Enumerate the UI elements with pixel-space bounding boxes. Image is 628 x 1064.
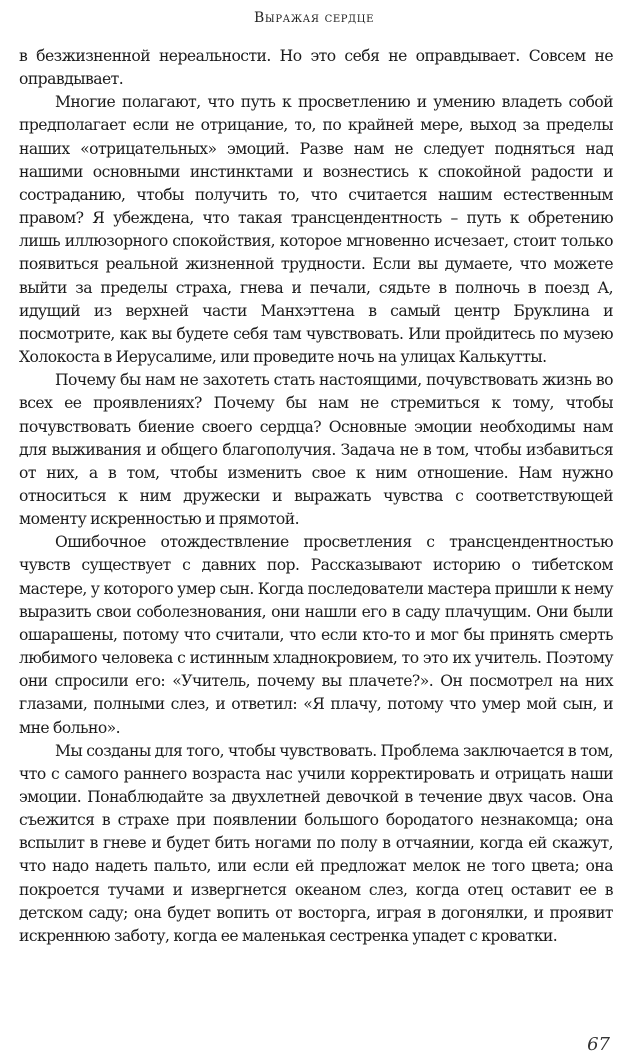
paragraph-1: в безжизненной нереальности. Но это себя не оправдывает. Совсем не оправдывает. [19,47,613,89]
paragraph-3: Почему бы нам не захотеть стать настоящими, почувствовать жизнь во всех ее проявлениях? Почему бы нам не стремиться к тому, чтобы почувствовать биение своего сердца? Основные эмоции необходимы нам для выживания и общего благополучия. Задача не в том, чтобы избавиться от них, а в том, чтобы изменить свое к ним отношение. Нам нужно относиться к ним дружески и выражать чувства с соответствующей моменту искренностью и прямотой. [19,371,613,529]
body-text [19,45,613,948]
paragraph-4: Ошибочное отождествление просветления с трансцендентностью чувств существует с давних пор. Рассказывают историю о тибетском мастере, у которого умер сын. Когда последователи мастера пришли к нему выразить свои соболезнования, они нашли его в саду плачущим. Они были ошарашены, потому что считали, что если кто-то и мог бы принять смерть любимого человека с истинным хладнокровием, то это их учитель. Поэтому они спросили его: «Учитель, почему вы плачете?». Он посмотрел на них глазами, полными слез, и ответил: «Я плачу, потому что умер мой сын, и мне больно». [19,533,613,737]
page-number: 67 [587,1034,610,1055]
paragraph-2: Многие полагают, что путь к просветлению и умению владеть собой предполагает если не отрицание, то, по крайней мере, выход за пределы наших «отрицательных» эмоций. Разве нам не следует подняться над нашими основными инстинктами и вознестись к спокойной радости и состраданию, чтобы получить то, что считается нашим естественным правом? Я убеждена, что такая трансцендентность – путь к обретению лишь иллюзорного спокойствия, которое мгновенно исчезает, стоит только появиться реальной жизненной трудности. Если вы думаете, что можете выйти за пределы страха, гнева и печали, сядьте в полночь в поезд А, идущий из верхней части Манхэттена в самый центр Бруклина и посмотрите, как вы будете себя там чувствовать. Или пройдитесь по музею Холокоста в Иерусалиме, или проведите ночь на улицах Калькутты. [19,93,613,367]
running-header: Выражая сердце [254,10,374,26]
paragraph-5: Мы созданы для того, чтобы чувствовать. Проблема заключается в том, что с самого раннего возраста нас учили корректировать и отрицать наши эмоции. Понаблюдайте за двухлетней девочкой в течение двух часов. Она съежится в страхе при появлении большого бородатого незнакомца; она вспылит в гневе и будет бить ногами по полу в отчаянии, когда ей скажут, что надо надеть пальто, или если ей предложат мелок не того цвета; она покроется тучами и извергнется океаном слез, когда отец оставит ее в детском саду; она будет вопить от восторга, играя в догонялки, и проявит искреннюю заботу, когда ее маленькая сестренка упадет с кроватки. [19,741,613,945]
